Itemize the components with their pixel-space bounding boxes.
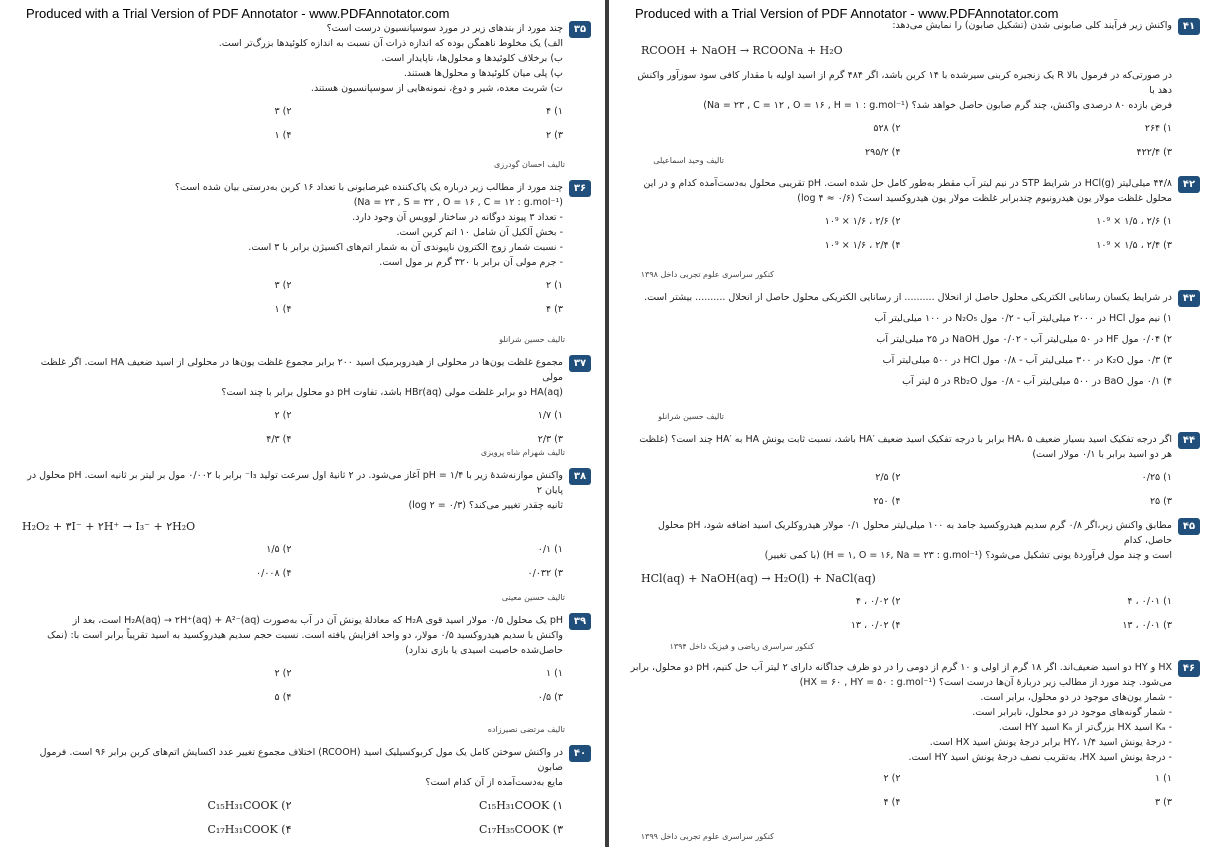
question-43 <box>629 290 1198 395</box>
option-2: ۲) ۰/۰۴ مول HF در ۵۰ میلی‌لیتر آب - ۰/۰۲ مول NaOH در ۲۵ میلی‌لیتر آب <box>876 334 1172 345</box>
option-4: ۴) ۲۹۵/۲ <box>865 147 901 158</box>
option-2: ۲) ۱/۵ <box>266 544 292 555</box>
question-text: چند مورد از مطالب زیر درباره یک پاک‌کننده غیرصابونی با تعداد ۱۶ کربن به‌درستی بیان شده است؟ <box>174 182 563 193</box>
question-text: - نسبت شمار زوج الکترون ناپیوندی آن به شمار اتم‌های اکسیژن برابر با ۳ است. <box>248 242 563 253</box>
question-text: - شمار یون‌های موجود در دو محلول، برابر است. <box>980 692 1172 703</box>
option-4: ۴) ۰/۰۲ ، ۱۳ <box>850 620 901 631</box>
option-4: ۴) ۲۵۰ <box>873 496 901 507</box>
question-number: ۴۶ <box>1178 660 1200 677</box>
option-2: ۲) ۳ <box>274 106 292 117</box>
question-text: در واکنش سوختن کامل یک مول کربوکسیلیک اسید (RCOOH) اختلاف مجموع تغییر عدد اکسایش اتم‌های کربن برابر ۹۶ است. فرمول صابون <box>39 747 563 773</box>
question-text: - بخش آلکیل آن شامل ۱۰ اتم کربن است. <box>396 227 563 238</box>
option-1: ۱) ۱/۷ <box>537 410 563 421</box>
option-4: ۴) ۴/۳ <box>266 434 292 445</box>
option-2: ۲) ۲ <box>883 773 901 784</box>
option-3: ۳) ۴۲۲/۴ <box>1136 147 1172 158</box>
option-2: ۲) ۲ <box>274 668 292 679</box>
author-credit: تالیف شهرام شاه پرویزی <box>480 448 565 457</box>
option-1: ۱) ۲/۶ ، ۱/۵ × ۱۰⁹ <box>1096 216 1172 227</box>
question-text: - شمار گونه‌های موجود در دو محلول، نابرابر است. <box>972 707 1172 718</box>
question-text: پ) پلی میان کلوئیدها و محلول‌ها هستند. <box>403 68 563 79</box>
reaction-equation: HCl(aq) + NaOH(aq) → H₂O(l) + NaCl(aq) <box>641 572 876 585</box>
question-text: مطابق واکنش زیر،اگر ۰/۸ گرم سدیم هیدروکسید جامد به ۱۰۰ میلی‌لیتر محلول ۰/۱ مولار هیدروکلریک اسید اضافه شود، pH محلول حاصل، کدام <box>658 520 1172 546</box>
reaction-equation: RCOOH + NaOH → RCOONa + H₂O <box>641 44 843 57</box>
author-credit: تالیف احسان گودرزی <box>494 160 565 169</box>
question-text: حاصل‌شده خاصیت اسیدی یا بازی ندارد) <box>405 645 563 656</box>
question-text: - تعداد ۳ پیوند دوگانه در ساختار لوویس آن وجود دارد. <box>352 212 563 223</box>
option-2: ۲) ۲/۵ <box>875 472 901 483</box>
question-number: ۳۵ <box>569 21 591 38</box>
question-38 <box>20 468 589 588</box>
option-3: ۳) ۰/۵ <box>537 692 563 703</box>
question-number: ۴۵ <box>1178 518 1200 535</box>
question-text: مایع به‌دست‌آمده از آن کدام است؟ <box>425 777 563 788</box>
question-text: الف) یک مخلوط ناهمگن بوده که اندازه ذرات آن نسبت به اندازه کلوئیدها بزرگ‌تر است. <box>218 38 563 49</box>
watermark-text: Produced with a Trial Version of PDF Annotator - www.PDFAnnotator.com <box>26 6 450 21</box>
question-36 <box>20 180 589 324</box>
option-4: ۴) ۵ <box>274 692 292 703</box>
question-text: هر دو اسید برابر با ۰/۱ مولار است) <box>1032 449 1172 460</box>
question-text: واکنش با سدیم هیدروکسید ۰/۵ مولار، دو واحد افزایش یافته است. نسبت حجم سدیم هیدروکسید به اسید تقریباً برابر است با: (نمک <box>47 630 563 641</box>
author-credit: تالیف حسین معینی <box>501 593 565 602</box>
answer-options <box>629 594 1172 640</box>
question-number: ۴۰ <box>569 745 591 762</box>
question-text: (Na = ۲۳ , S = ۳۲ , O = ۱۶ , C = ۱۲ : g.mol⁻¹) <box>353 197 563 208</box>
answer-options <box>20 666 563 712</box>
question-42 <box>629 176 1198 260</box>
reaction-equation: H₂O₂ + ۳I⁻ + ۲H⁺ → I₃⁻ + ۲H₂O <box>22 520 196 533</box>
answer-options <box>20 104 563 150</box>
question-number: ۴۱ <box>1178 18 1200 35</box>
author-credit: تالیف مرتضی نصیرزاده <box>487 725 565 734</box>
question-text: است و چند مول فرآوردهٔ یونی تشکیل می‌شود؟ (H = ۱, O = ۱۶, Na = ۲۳ : g.mol⁻¹) (با کمی تغییر) <box>764 550 1172 561</box>
option-1: ۱) C₁₅H₃₁COOK <box>478 799 563 812</box>
question-number: ۳۸ <box>569 468 591 485</box>
question-number: ۳۷ <box>569 355 591 372</box>
option-3: ۳) ۲ <box>546 130 563 141</box>
pdf-page-left <box>0 0 605 847</box>
question-text: محلول غلظت مولار یون هیدرونیوم چندبرابر غلظت مولار یون هیدروکسید است؟ (log ۴ ≈ ۰/۶) <box>797 193 1172 204</box>
question-text: - درجهٔ یونش اسید HX، به‌تقریب نصف درجهٔ یونش اسید HY است. <box>908 752 1172 763</box>
answer-options <box>20 798 563 844</box>
question-text: در شرایط یکسان رسانایی الکتریکی محلول حاصل از انحلال .......... از رسانایی الکتریکی محلول حاصل از انحلال .......... بیشتر است. <box>644 292 1172 303</box>
option-2: ۲) C₁₅H₃₁COOK <box>207 799 292 812</box>
question-35 <box>20 21 589 150</box>
question-text: فرض بازده ۸۰ درصدی واکنش، چند گرم صابون حاصل خواهد شد؟ (Na = ۲۳ , C = ۱۲ , O = ۱۶ , H = ۱ : g.mol⁻¹) <box>703 100 1172 111</box>
option-4: ۴) ۱ <box>274 304 292 315</box>
option-3: ۳) ۳ <box>1155 797 1172 808</box>
question-text: مجموع غلظت یون‌ها در محلولی از هیدروبرمیک اسید ۲۰۰ برابر مجموع غلظت یون‌ها در محلولی از اسید ضعیف HA است. اگر غلظت مولی <box>40 357 563 383</box>
answer-options <box>629 470 1172 516</box>
question-number: ۴۳ <box>1178 290 1200 307</box>
question-37 <box>20 355 589 454</box>
option-2: ۲) ۵۲۸ <box>873 123 901 134</box>
question-text: ۴۴/۸ میلی‌لیتر HCl(g) در شرایط STP در نیم لیتر آب مقطر به‌طور کامل حل شده است. pH تقریبی محلول به‌دست‌آمده کدام و در این <box>643 178 1172 189</box>
question-46 <box>629 660 1198 811</box>
question-text: - Kₐ اسید HX بزرگ‌تر از Kₐ اسید HY است. <box>998 722 1172 733</box>
author-credit: تالیف حسین شرانلو <box>658 412 724 421</box>
question-text: واکنش موازنه‌شدهٔ زیر با pH = ۱/۴ آغاز می‌شود. در ۲ ثانیهٔ اول سرعت تولید I₃⁻ برابر با ۰/۰۰۲ مول بر لیتر بر ثانیه است. pH محلول در پایان ۲ <box>27 470 563 496</box>
option-1: ۱) ۲ <box>546 280 563 291</box>
option-3: ۳) ۴ <box>546 304 563 315</box>
option-3: ۳) ۲/۳ <box>537 434 563 445</box>
option-4: ۴) C₁₇H₃₁COOK <box>207 823 292 836</box>
question-text: HX و HY دو اسید ضعیف‌اند. اگر ۱۸ گرم از اولی و ۱۰ گرم از دومی را در دو ظرف جداگانه دارای ۲ لیتر آب حل کنیم، pH دو محلول، برابر <box>630 662 1172 673</box>
question-text: ثانیه چقدر تغییر می‌کند؟ (log ۲ = ۰/۳) <box>408 500 563 511</box>
option-3: ۳) ۰/۰۳۲ <box>527 568 563 579</box>
question-number: ۳۹ <box>569 613 591 630</box>
author-credit: کنکور سراسری علوم تجربی داخل ۱۳۹۹ <box>640 832 774 841</box>
option-1: ۱) ۲۶۴ <box>1144 123 1172 134</box>
option-3: ۳) ۲/۴ ، ۱/۵ × ۱۰⁹ <box>1096 240 1172 251</box>
answer-options <box>20 278 563 324</box>
author-credit: تالیف وحید اسماعیلی <box>653 156 724 165</box>
answer-options <box>20 542 563 588</box>
option-4: ۴) ۰/۱ مول BaO در ۵۰۰ میلی‌لیتر آب - ۰/۸ مول Rb₂O در ۵ لیتر آب <box>902 376 1172 387</box>
question-text: ت) شربت معده، شیر و دوغ، نمونه‌هایی از سوسپانسیون هستند. <box>310 83 563 94</box>
question-39 <box>20 613 589 712</box>
option-2: ۲) ۲/۶ ، ۱/۶ × ۱۰⁹ <box>824 216 901 227</box>
question-text: HA(aq) دو برابر غلظت مولی HBr(aq) باشد، تفاوت pH دو محلول برابر با چند است؟ <box>221 387 563 398</box>
question-number: ۴۴ <box>1178 432 1200 449</box>
option-1: ۱) ۱ <box>1155 773 1172 784</box>
question-44 <box>629 432 1198 516</box>
option-3: ۳) ۰/۳ مول K₂O در ۳۰۰ میلی‌لیتر آب - ۰/۸ مول HCl در ۵۰۰ میلی‌لیتر آب <box>882 355 1172 366</box>
question-text: واکنش زیر فرآیند کلی صابونی شدن (تشکیل صابون) را نمایش می‌دهد: <box>892 20 1172 31</box>
question-number: ۴۲ <box>1178 176 1200 193</box>
option-4: ۴) ۱ <box>274 130 292 141</box>
author-credit: کنکور سراسری ریاضی و فیزیک داخل ۱۳۹۴ <box>669 642 814 651</box>
answer-options <box>629 214 1172 260</box>
question-text: pH یک محلول ۰/۵ مولار اسید قوی H₂A که معادلهٔ یونش آن در آب به‌صورت H₂A(aq) → ۲H⁺(aq) + A²⁻(aq) است، بعد از <box>72 615 563 626</box>
option-3: ۳) C₁₇H₃₅COOK <box>478 823 563 836</box>
question-text: - درجهٔ یونش اسید HY، ۱/۴ برابر درجهٔ یونش اسید HX است. <box>929 737 1172 748</box>
option-1: ۱) نیم مول HCl در ۲۰۰۰ میلی‌لیتر آب - ۰/۲ مول N₂O₅ در ۱۰۰ میلی‌لیتر آب <box>874 313 1172 324</box>
question-45 <box>629 518 1198 640</box>
option-3: ۳) ۲۵ <box>1149 496 1172 507</box>
author-credit: کنکور سراسری علوم تجربی داخل ۱۳۹۸ <box>640 270 774 279</box>
question-41 <box>629 18 1198 167</box>
question-text: در صورتی‌که در فرمول بالا R یک زنجیره کربنی سیرشده با ۱۴ کربن باشد، اگر ۴۸۴ گرم از اسید اولیه با مقدار کافی سود سوزآور واکنش دهد با <box>637 70 1172 96</box>
option-1: ۱) ۰/۲۵ <box>1141 472 1172 483</box>
answer-options <box>629 311 1172 389</box>
option-2: ۲) ۰/۰۲ ، ۴ <box>855 596 901 607</box>
watermark-text: Produced with a Trial Version of PDF Annotator - www.PDFAnnotator.com <box>635 6 1059 21</box>
question-40 <box>20 745 589 844</box>
question-text: - جرم مولی آن برابر با ۳۲۰ گرم بر مول است. <box>379 257 563 268</box>
question-number: ۳۶ <box>569 180 591 197</box>
option-2: ۲) ۳ <box>274 280 292 291</box>
option-3: ۳) ۰/۰۱ ، ۱۳ <box>1122 620 1172 631</box>
option-2: ۲) ۲ <box>274 410 292 421</box>
option-4: ۴) ۰/۰۰۸ <box>256 568 292 579</box>
option-4: ۴) ۴ <box>883 797 901 808</box>
option-1: ۱) ۴ <box>546 106 563 117</box>
option-1: ۱) ۰/۱ <box>537 544 563 555</box>
question-text: اگر درجه تفکیک اسید بسیار ضعیف HA، ۵ برابر با درجه تفکیک اسید ضعیف ′HA باشد، نسبت ثابت یونش HA به ′HA چند است؟ (غلظت <box>639 434 1172 445</box>
author-credit: تالیف حسین شرانلو <box>499 335 565 344</box>
question-text: می‌شود. چند مورد از مطالب زیر دربارهٔ آن‌ها درست است؟ (HX = ۶۰ , HY = ۵۰ : g.mol⁻¹) <box>799 677 1172 688</box>
answer-options <box>629 771 1172 811</box>
option-1: ۱) ۰/۰۱ ، ۴ <box>1127 596 1172 607</box>
question-text: چند مورد از بندهای زیر در مورد سوسپانسیون درست است؟ <box>326 23 563 34</box>
option-4: ۴) ۲/۴ ، ۱/۶ × ۱۰⁹ <box>824 240 901 251</box>
pdf-page-right <box>609 0 1214 847</box>
option-1: ۱) ۱ <box>546 668 563 679</box>
question-text: ب) برخلاف کلوئیدها و محلول‌ها، ناپایدار است. <box>381 53 563 64</box>
